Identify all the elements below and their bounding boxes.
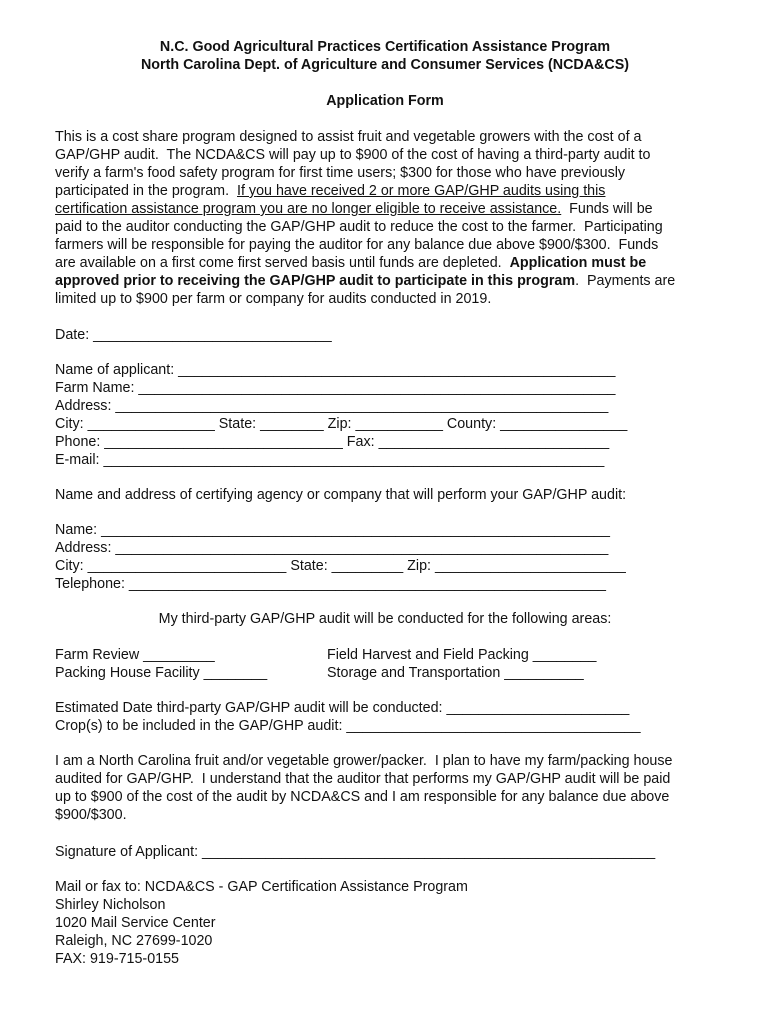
intro-line: This is a cost share program designed to assist fruit and vegetable growers with the cost of a xyxy=(55,129,642,145)
approval-notice: Application must be xyxy=(509,255,647,271)
farm-review-field[interactable]: Farm Review _________ xyxy=(55,647,215,663)
signature-field[interactable]: Signature of Applicant: _________________________________________________________ xyxy=(55,844,656,860)
agency-prompt: Name and address of certifying agency or company that will perform your GAP/GHP audit: xyxy=(55,487,627,503)
statement-line: I am a North Carolina fruit and/or vegetable grower/packer. I plan to have my farm/packing house xyxy=(55,753,673,769)
statement-line: audited for GAP/GHP. I understand that the auditor that performs my GAP/GHP audit will be paid xyxy=(55,771,671,787)
intro-line xyxy=(55,182,605,200)
eligibility-notice: If you have received 2 or more GAP/GHP audits using this xyxy=(237,183,606,199)
intro-line: limited up to $900 per farm or company for audits conducted in 2019. xyxy=(55,291,492,307)
approval-notice: approved prior to receiving the GAP/GHP audit to participate in this program xyxy=(55,273,576,289)
areas-heading: My third-party GAP/GHP audit will be conducted for the following areas: xyxy=(158,611,612,627)
intro-text: are available on a first come first served basis until funds are depleted. xyxy=(55,255,510,271)
phone-fax-field[interactable]: Phone: ______________________________ Fax: _____________________________ xyxy=(55,434,610,450)
intro-line: farmers will be responsible for paying the auditor for any balance due above $900/$300. Funds xyxy=(55,237,659,253)
statement-line: $900/$300. xyxy=(55,807,127,823)
address-field[interactable]: Address: ______________________________________________________________ xyxy=(55,398,609,414)
intro-line xyxy=(55,272,675,290)
intro-line xyxy=(55,200,653,218)
intro-line: verify a farm's food safety program for first time users; $300 for those who have previously xyxy=(55,165,626,181)
farm-name-field[interactable]: Farm Name: ____________________________________________________________ xyxy=(55,380,616,396)
agency-city-state-zip-field[interactable]: City: _________________________ State: _________ Zip: ________________________ xyxy=(55,558,626,574)
crops-field[interactable]: Crop(s) to be included in the GAP/GHP audit: _____________________________________ xyxy=(55,718,641,734)
intro-line: paid to the auditor conducting the GAP/GHP audit to reduce the cost to the farmer. Participating xyxy=(55,219,663,235)
program-title: N.C. Good Agricultural Practices Certification Assistance Program xyxy=(159,39,611,55)
department-title: North Carolina Dept. of Agriculture and Consumer Services (NCDA&CS) xyxy=(140,57,629,73)
date-field[interactable]: Date: ______________________________ xyxy=(55,327,332,343)
intro-line: GAP/GHP audit. The NCDA&CS will pay up to $900 of the cost of having a third-party audit to xyxy=(55,147,651,163)
mail-line: Raleigh, NC 27699-1020 xyxy=(55,933,213,949)
mail-line: Shirley Nicholson xyxy=(55,897,166,913)
agency-name-field[interactable]: Name: ________________________________________________________________ xyxy=(55,522,610,538)
storage-transport-field[interactable]: Storage and Transportation __________ xyxy=(327,665,584,681)
fax-number: FAX: 919-715-0155 xyxy=(55,951,179,967)
intro-line xyxy=(55,254,646,272)
intro-text: . Payments are xyxy=(575,273,676,289)
statement-line: up to $900 of the cost of the audit by NCDA&CS and I am responsible for any balance due above xyxy=(55,789,670,805)
mail-line: 1020 Mail Service Center xyxy=(55,915,216,931)
field-harvest-field[interactable]: Field Harvest and Field Packing ________ xyxy=(327,647,597,663)
mail-line: Mail or fax to: NCDA&CS - GAP Certification Assistance Program xyxy=(55,879,468,895)
agency-address-field[interactable]: Address: ______________________________________________________________ xyxy=(55,540,609,556)
audit-date-field[interactable]: Estimated Date third-party GAP/GHP audit will be conducted: _______________________ xyxy=(55,700,630,716)
form-title: Application Form xyxy=(326,93,444,109)
intro-text: Funds will be xyxy=(561,201,653,217)
packing-house-field[interactable]: Packing House Facility ________ xyxy=(55,665,268,681)
eligibility-notice: certification assistance program you are no longer eligible to receive assistance. xyxy=(55,201,562,217)
email-field[interactable]: E-mail: _______________________________________________________________ xyxy=(55,452,605,468)
intro-text: participated in the program. xyxy=(55,183,237,199)
applicant-name-field[interactable]: Name of applicant: _______________________________________________________ xyxy=(55,362,616,378)
city-state-zip-county-field[interactable]: City: ________________ State: ________ Zip: ___________ County: ________________ xyxy=(55,416,628,432)
agency-telephone-field[interactable]: Telephone: ____________________________________________________________ xyxy=(55,576,607,592)
